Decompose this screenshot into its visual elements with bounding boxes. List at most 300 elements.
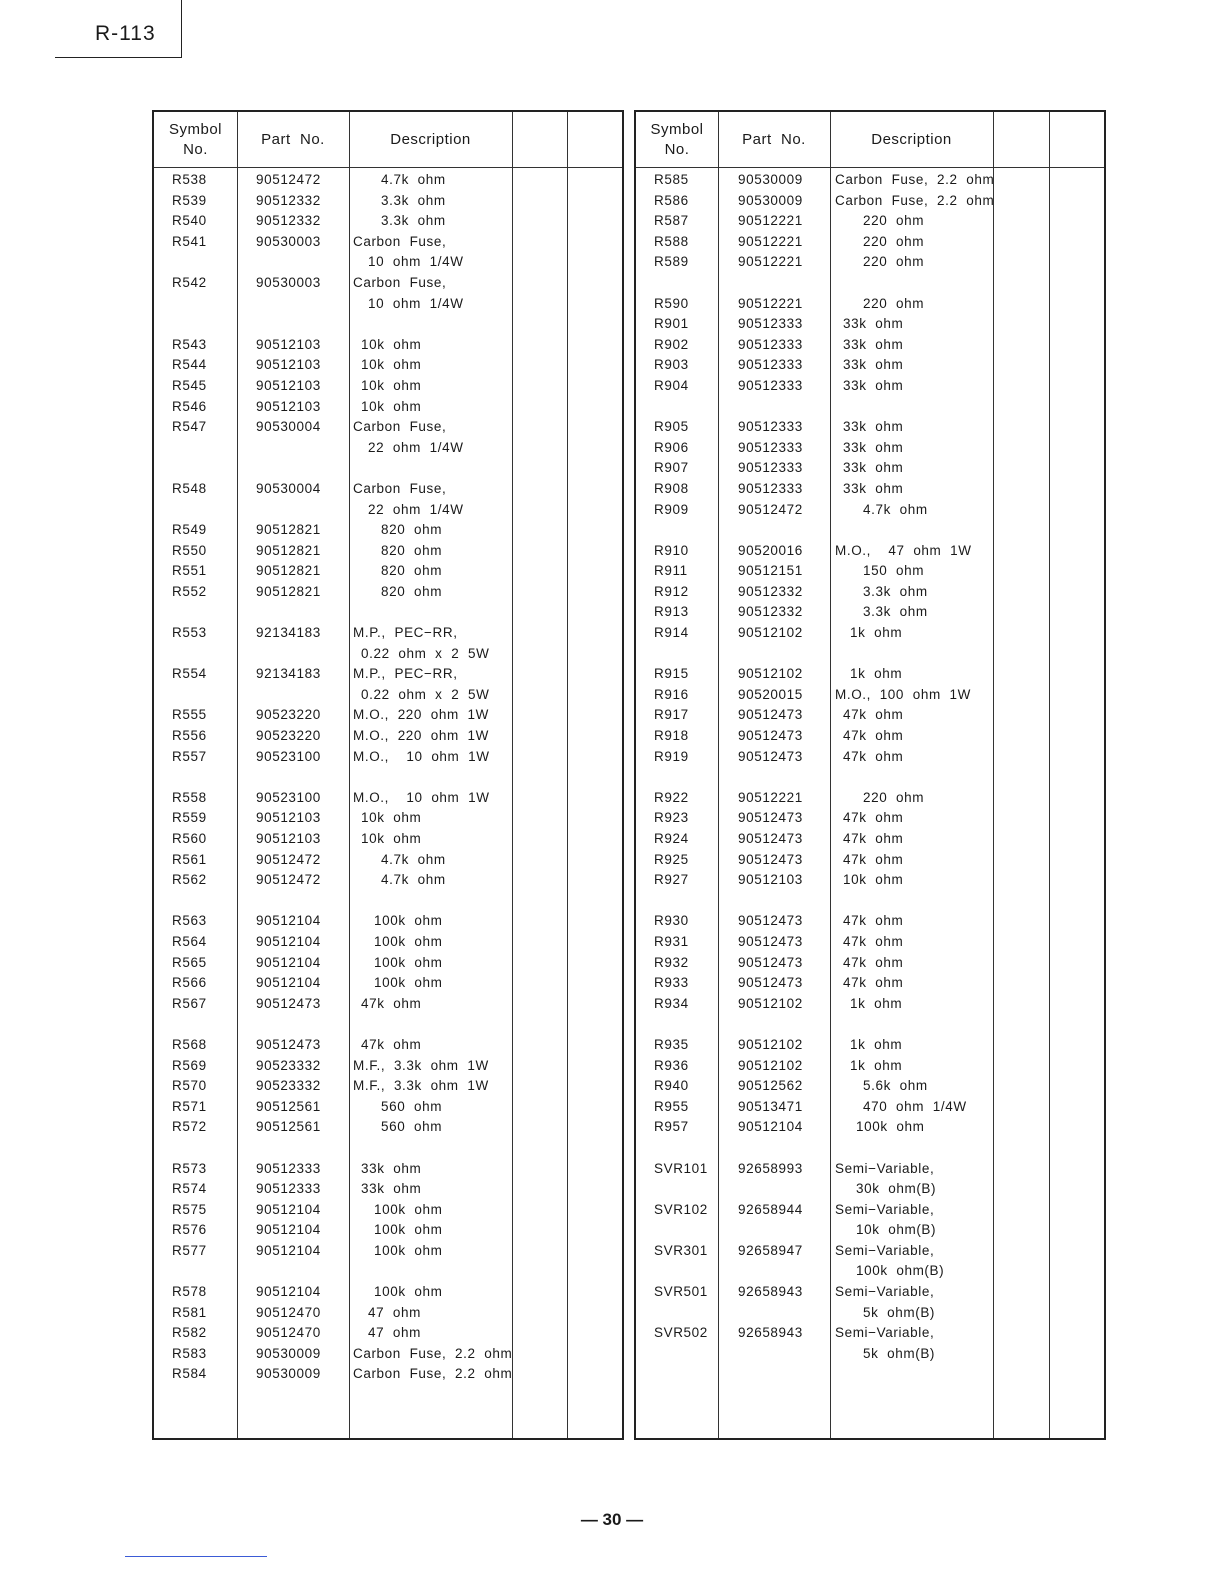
model-number: R-113	[95, 22, 156, 45]
table-row	[636, 1117, 1104, 1138]
header-part-no: Part No.	[261, 130, 325, 148]
description-cell: M.O., 10 ohm 1W	[353, 748, 490, 764]
description-cell: 33k ohm	[843, 460, 904, 476]
table-row	[636, 500, 1104, 521]
rows-left	[154, 170, 622, 1385]
description-cell: Carbon Fuse,	[353, 233, 447, 249]
table-row	[636, 232, 1104, 253]
symbol-cell: R572	[172, 1119, 207, 1135]
symbol-cell: R919	[654, 748, 689, 764]
table-row	[154, 1035, 622, 1056]
description-cell: 47k ohm	[843, 831, 904, 846]
symbol-cell: R568	[172, 1036, 207, 1052]
part-no-cell: 90512472	[256, 872, 321, 888]
table-row	[154, 664, 622, 685]
table-row	[636, 191, 1104, 212]
header-symbol: Symbol No.	[168, 120, 223, 158]
description-cell: 47k ohm	[843, 913, 904, 929]
part-no-cell: 90512473	[256, 1036, 321, 1052]
symbol-cell: R916	[654, 686, 689, 702]
table-row	[154, 808, 622, 829]
symbol-cell: R558	[172, 789, 207, 805]
part-no-cell: 90523100	[256, 789, 321, 805]
table-row	[154, 1323, 622, 1344]
part-no-cell: 90512102	[738, 995, 803, 1011]
part-no-cell: 90512470	[256, 1304, 321, 1320]
part-no-cell: 90512104	[256, 1222, 321, 1238]
table-row	[154, 1056, 622, 1077]
symbol-cell: SVR502	[654, 1325, 708, 1341]
part-no-cell: 90512821	[256, 583, 321, 599]
symbol-cell: R538	[172, 172, 207, 187]
table-row	[636, 808, 1104, 829]
symbol-cell: R575	[172, 1201, 207, 1217]
part-no-cell: 90512332	[738, 583, 803, 599]
table-row	[154, 623, 622, 644]
part-no-cell: 90512104	[256, 1201, 321, 1217]
symbol-cell: R584	[172, 1366, 207, 1382]
symbol-cell: R549	[172, 522, 207, 538]
symbol-cell: R913	[654, 604, 689, 620]
description-cell: 100k ohm	[374, 1284, 443, 1300]
table-row	[636, 602, 1104, 623]
description-cell: 100k ohm	[374, 975, 443, 991]
table-row	[154, 602, 622, 623]
symbol-cell: R569	[172, 1057, 207, 1073]
parts-table-left	[152, 110, 624, 1440]
part-no-cell: 90512221	[738, 233, 803, 249]
symbol-cell: R559	[172, 810, 207, 826]
part-no-cell: 90512472	[256, 172, 321, 187]
symbol-cell: R578	[172, 1284, 207, 1300]
description-cell: 30k ohm(B)	[856, 1181, 937, 1197]
description-cell: 33k ohm	[843, 439, 904, 455]
part-no-cell: 92658944	[738, 1201, 803, 1217]
description-cell: 33k ohm	[843, 419, 904, 435]
description-cell: 3.3k ohm	[863, 583, 928, 599]
rows-right	[636, 170, 1104, 1364]
part-no-cell: 90512821	[256, 522, 321, 538]
symbol-cell: R589	[654, 254, 689, 270]
part-no-cell: 90512221	[738, 789, 803, 805]
table-row	[636, 1323, 1104, 1344]
part-no-cell: 90512103	[256, 357, 321, 373]
part-no-cell: 90512561	[256, 1098, 321, 1114]
table-row	[636, 397, 1104, 418]
table-row	[154, 417, 622, 438]
part-no-cell: 90512473	[738, 831, 803, 846]
table-row	[154, 211, 622, 232]
symbol-cell: R539	[172, 192, 207, 208]
description-cell: 10 ohm 1/4W	[368, 295, 464, 311]
description-cell: 820 ohm	[381, 583, 443, 599]
table-row	[636, 541, 1104, 562]
table-row	[154, 1076, 622, 1097]
part-no-cell: 90530004	[256, 419, 321, 435]
part-no-cell: 90512821	[256, 542, 321, 558]
symbol-cell: R934	[654, 995, 689, 1011]
description-cell: 10k ohm	[361, 810, 422, 826]
description-cell: M.O., 220 ohm 1W	[353, 707, 489, 723]
symbol-cell: SVR501	[654, 1284, 708, 1300]
description-cell: 100k ohm	[374, 1242, 443, 1258]
description-cell: 100k ohm	[374, 1222, 443, 1238]
part-no-cell: 90512473	[738, 810, 803, 826]
symbol-cell: R910	[654, 542, 689, 558]
header-description: Description	[871, 130, 952, 148]
table-row	[636, 1014, 1104, 1035]
table-row	[636, 726, 1104, 747]
description-cell: 220 ohm	[863, 295, 925, 311]
symbol-cell: R907	[654, 460, 689, 476]
symbol-cell: R556	[172, 728, 207, 744]
table-row	[636, 664, 1104, 685]
description-cell: 3.3k ohm	[863, 604, 928, 620]
table-row	[154, 1159, 622, 1180]
table-row	[154, 870, 622, 891]
part-no-cell: 90512333	[738, 480, 803, 496]
table-row	[154, 397, 622, 418]
part-no-cell: 90512221	[738, 254, 803, 270]
description-cell: Semi−Variable,	[835, 1242, 935, 1258]
part-no-cell: 90512103	[256, 336, 321, 352]
symbol-cell: R554	[172, 666, 207, 682]
description-cell: Carbon Fuse, 2.2 ohm	[353, 1345, 513, 1361]
table-row	[636, 170, 1104, 191]
table-row	[636, 314, 1104, 335]
symbol-cell: R550	[172, 542, 207, 558]
part-no-cell: 90512473	[738, 707, 803, 723]
description-cell: 1k ohm	[850, 995, 903, 1011]
symbol-cell: R585	[654, 172, 689, 187]
header-rule	[636, 167, 1104, 168]
table-row	[636, 973, 1104, 994]
part-no-cell: 90523100	[256, 748, 321, 764]
table-row	[154, 500, 622, 521]
part-no-cell: 90512333	[256, 1181, 321, 1197]
table-row	[154, 1014, 622, 1035]
symbol-cell: R570	[172, 1078, 207, 1094]
description-cell: 10k ohm	[361, 357, 422, 373]
symbol-cell: R561	[172, 851, 207, 867]
part-no-cell: 90520015	[738, 686, 803, 702]
table-row	[636, 520, 1104, 541]
table-row	[636, 211, 1104, 232]
symbol-cell: SVR301	[654, 1242, 708, 1258]
part-no-cell: 90512104	[256, 1242, 321, 1258]
symbol-cell: R925	[654, 851, 689, 867]
symbol-cell: R940	[654, 1078, 689, 1094]
table-row	[636, 1159, 1104, 1180]
table-row	[154, 1117, 622, 1138]
table-row	[636, 788, 1104, 809]
part-no-cell: 90512473	[738, 933, 803, 949]
symbol-cell: R905	[654, 419, 689, 435]
description-cell: 33k ohm	[843, 377, 904, 393]
description-cell: 33k ohm	[843, 316, 904, 332]
table-row	[154, 1097, 622, 1118]
table-row	[154, 520, 622, 541]
description-cell: 100k ohm(B)	[856, 1263, 945, 1279]
symbol-cell: R546	[172, 398, 207, 414]
symbol-cell: R574	[172, 1181, 207, 1197]
symbol-cell: R932	[654, 954, 689, 970]
table-row	[636, 911, 1104, 932]
part-no-cell: 90530009	[256, 1366, 321, 1382]
part-no-cell: 90523332	[256, 1057, 321, 1073]
description-cell: 5k ohm(B)	[863, 1345, 936, 1361]
description-cell: Carbon Fuse,	[353, 274, 447, 290]
table-row	[636, 1344, 1104, 1365]
table-row	[154, 932, 622, 953]
description-cell: 5.6k ohm	[863, 1078, 928, 1094]
symbol-cell: R547	[172, 419, 207, 435]
description-cell: 33k ohm	[843, 357, 904, 373]
description-cell: 100k ohm	[374, 1201, 443, 1217]
table-row	[636, 685, 1104, 706]
table-row	[154, 1220, 622, 1241]
part-no-cell: 90512473	[738, 851, 803, 867]
part-no-cell: 90513471	[738, 1098, 803, 1114]
symbol-cell: R553	[172, 625, 207, 641]
table-row	[154, 850, 622, 871]
table-row	[636, 1138, 1104, 1159]
part-no-cell: 90512103	[256, 831, 321, 846]
table-row	[636, 294, 1104, 315]
description-cell: 47k ohm	[843, 975, 904, 991]
table-row	[636, 458, 1104, 479]
header-symbol: Symbol No.	[650, 120, 704, 158]
symbol-cell: R936	[654, 1057, 689, 1073]
symbol-cell: R541	[172, 233, 207, 249]
description-cell: 4.7k ohm	[381, 851, 446, 867]
part-no-cell: 90523332	[256, 1078, 321, 1094]
description-cell: 47k ohm	[843, 728, 904, 744]
symbol-cell: R906	[654, 439, 689, 455]
part-no-cell: 90523220	[256, 707, 321, 723]
symbol-cell: R918	[654, 728, 689, 744]
symbol-cell: R927	[654, 872, 689, 888]
description-cell: 10k ohm	[361, 377, 422, 393]
description-cell: Carbon Fuse, 2.2 ohm	[835, 192, 995, 208]
table-row	[154, 376, 622, 397]
symbol-cell: R565	[172, 954, 207, 970]
table-row	[636, 1076, 1104, 1097]
description-cell: M.F., 3.3k ohm 1W	[353, 1078, 489, 1094]
table-row	[154, 1200, 622, 1221]
table-row	[636, 355, 1104, 376]
description-cell: 560 ohm	[381, 1098, 443, 1114]
table-row	[636, 891, 1104, 912]
table-row	[636, 1241, 1104, 1262]
table-row	[636, 767, 1104, 788]
table-row	[154, 355, 622, 376]
table-row	[636, 479, 1104, 500]
description-cell: 33k ohm	[843, 336, 904, 352]
table-row	[154, 1303, 622, 1324]
table-row	[636, 1220, 1104, 1241]
table-row	[154, 705, 622, 726]
description-cell: 33k ohm	[843, 480, 904, 496]
table-row	[636, 1303, 1104, 1324]
description-cell: 1k ohm	[850, 1036, 903, 1052]
table-row	[154, 294, 622, 315]
description-cell: 560 ohm	[381, 1119, 443, 1135]
symbol-cell: R551	[172, 563, 207, 579]
part-no-cell: 90512103	[738, 872, 803, 888]
part-no-cell: 90512221	[738, 213, 803, 229]
table-row	[154, 911, 622, 932]
description-cell: 150 ohm	[863, 563, 925, 579]
part-no-cell: 90530009	[256, 1345, 321, 1361]
symbol-cell: R581	[172, 1304, 207, 1320]
part-no-cell: 90523220	[256, 728, 321, 744]
symbol-cell: R540	[172, 213, 207, 229]
part-no-cell: 90512473	[738, 913, 803, 929]
description-cell: 47k ohm	[843, 954, 904, 970]
symbol-cell: R935	[654, 1036, 689, 1052]
part-no-cell: 90512103	[256, 398, 321, 414]
symbol-cell: R582	[172, 1325, 207, 1341]
part-no-cell: 90512332	[256, 213, 321, 229]
symbol-cell: R914	[654, 625, 689, 641]
symbol-cell: R555	[172, 707, 207, 723]
part-no-cell: 90530004	[256, 480, 321, 496]
description-cell: 820 ohm	[381, 563, 443, 579]
part-no-cell: 90512561	[256, 1119, 321, 1135]
symbol-cell: R955	[654, 1098, 689, 1114]
part-no-cell: 90512821	[256, 563, 321, 579]
table-row	[154, 644, 622, 665]
symbol-cell: R909	[654, 501, 689, 517]
table-row	[636, 644, 1104, 665]
description-cell: 4.7k ohm	[863, 501, 928, 517]
description-cell: 47k ohm	[843, 851, 904, 867]
symbol-cell: R588	[654, 233, 689, 249]
table-row	[154, 252, 622, 273]
part-no-cell: 90512333	[738, 460, 803, 476]
part-no-cell: 90512470	[256, 1325, 321, 1341]
description-cell: 0.22 ohm x 2 5W	[361, 686, 490, 702]
description-cell: Carbon Fuse, 2.2 ohm	[835, 172, 995, 187]
table-row	[154, 561, 622, 582]
part-no-cell: 90512473	[738, 954, 803, 970]
part-no-cell: 90512104	[256, 933, 321, 949]
table-row	[636, 561, 1104, 582]
symbol-cell: R542	[172, 274, 207, 290]
description-cell: 22 ohm 1/4W	[368, 439, 464, 455]
symbol-cell: R573	[172, 1160, 207, 1176]
table-row	[154, 170, 622, 191]
part-no-cell: 90512102	[738, 666, 803, 682]
description-cell: 3.3k ohm	[381, 213, 446, 229]
part-no-cell: 90512103	[256, 377, 321, 393]
description-cell: 10k ohm	[843, 872, 904, 888]
symbol-cell: R590	[654, 295, 689, 311]
table-row	[154, 1282, 622, 1303]
table-row	[636, 273, 1104, 294]
description-cell: 47k ohm	[361, 1036, 422, 1052]
table-row	[154, 1179, 622, 1200]
table-row	[636, 829, 1104, 850]
symbol-cell: R564	[172, 933, 207, 949]
header-description: Description	[390, 130, 471, 148]
table-row	[636, 1179, 1104, 1200]
description-cell: 47k ohm	[361, 995, 422, 1011]
symbol-cell: R567	[172, 995, 207, 1011]
part-no-cell: 90512333	[738, 316, 803, 332]
table-row	[154, 1364, 622, 1385]
symbol-cell: R563	[172, 913, 207, 929]
description-cell: 47 ohm	[368, 1304, 421, 1320]
symbol-cell: R911	[654, 563, 688, 579]
table-row	[154, 685, 622, 706]
description-cell: M.O., 100 ohm 1W	[835, 686, 971, 702]
symbol-cell: R545	[172, 377, 207, 393]
description-cell: 22 ohm 1/4W	[368, 501, 464, 517]
description-cell: 220 ohm	[863, 789, 925, 805]
part-no-cell: 92658943	[738, 1325, 803, 1341]
table-row	[154, 273, 622, 294]
table-row	[636, 376, 1104, 397]
symbol-cell: R903	[654, 357, 689, 373]
description-cell: 100k ohm	[856, 1119, 925, 1135]
description-cell: M.P., PEC−RR,	[353, 666, 458, 682]
table-row	[636, 1282, 1104, 1303]
symbol-cell: R915	[654, 666, 689, 682]
table-row	[154, 438, 622, 459]
table-row	[636, 1200, 1104, 1221]
table-row	[154, 973, 622, 994]
part-no-cell: 92134183	[256, 625, 321, 641]
table-row	[636, 953, 1104, 974]
part-no-cell: 90512333	[738, 357, 803, 373]
part-no-cell: 90512102	[738, 1057, 803, 1073]
page-number: — 30 —	[580, 1510, 644, 1529]
part-no-cell: 92134183	[256, 666, 321, 682]
table-row	[636, 1035, 1104, 1056]
description-cell: 10 ohm 1/4W	[368, 254, 464, 270]
description-cell: M.P., PEC−RR,	[353, 625, 458, 641]
model-tag	[55, 0, 182, 58]
description-cell: 5k ohm(B)	[863, 1304, 936, 1320]
description-cell: 100k ohm	[374, 933, 443, 949]
part-no-cell: 90512332	[256, 192, 321, 208]
part-no-cell: 90512333	[738, 419, 803, 435]
description-cell: Semi−Variable,	[835, 1325, 935, 1341]
description-cell: 47k ohm	[843, 933, 904, 949]
part-no-cell: 90512221	[738, 295, 803, 311]
table-row	[154, 191, 622, 212]
description-cell: 4.7k ohm	[381, 872, 446, 888]
description-cell: Semi−Variable,	[835, 1201, 935, 1217]
description-cell: 10k ohm	[361, 398, 422, 414]
table-row	[636, 870, 1104, 891]
symbol-cell: R917	[654, 707, 689, 723]
table-row	[154, 479, 622, 500]
part-no-cell: 92658993	[738, 1160, 803, 1176]
table-row	[154, 953, 622, 974]
symbol-cell: SVR102	[654, 1201, 708, 1217]
description-cell: 820 ohm	[381, 522, 443, 538]
description-cell: 1k ohm	[850, 625, 903, 641]
table-row	[636, 623, 1104, 644]
part-no-cell: 90530009	[738, 192, 803, 208]
symbol-cell: R577	[172, 1242, 207, 1258]
part-no-cell: 90512151	[738, 563, 803, 579]
description-cell: M.O., 220 ohm 1W	[353, 728, 489, 744]
table-row	[154, 582, 622, 603]
